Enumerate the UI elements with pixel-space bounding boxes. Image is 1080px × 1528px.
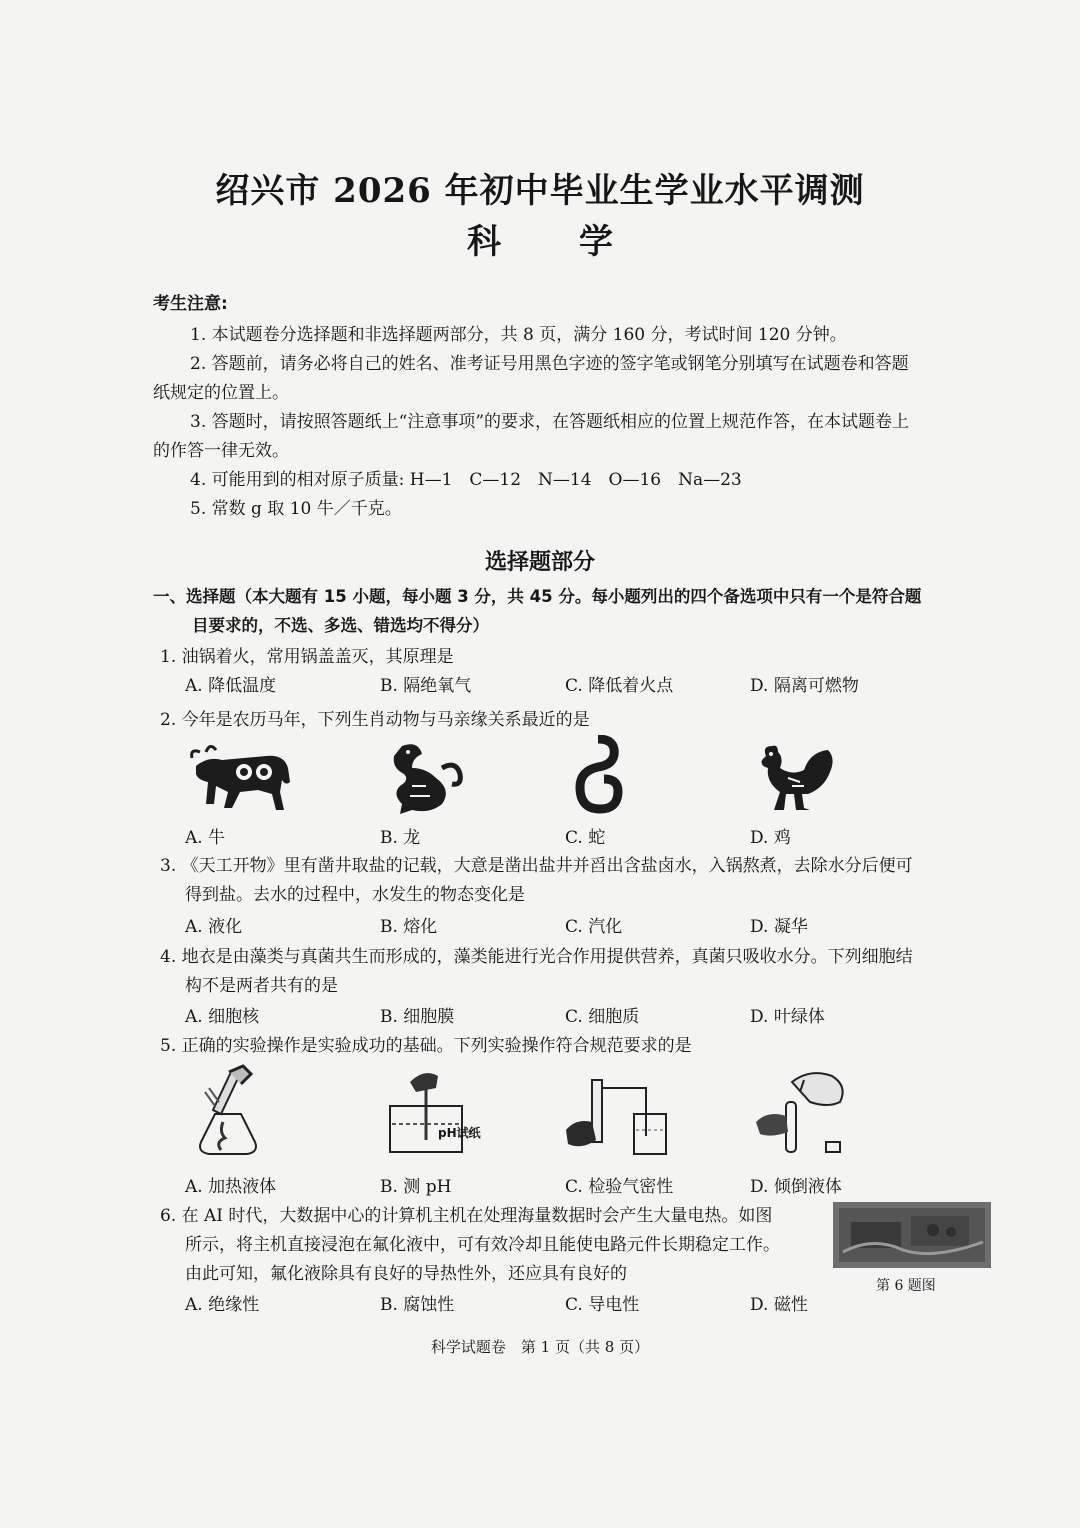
notice-item-cont: 的作答一律无效。	[153, 441, 289, 461]
question-stem-cont: 得到盐。去水的过程中，水发生的物态变化是	[185, 885, 525, 905]
page-footer: 科学试题卷 第 1 页（共 8 页）	[430, 1338, 650, 1356]
question-stem: 1. 油锅着火，常用锅盖盖灭，其原理是	[160, 647, 454, 667]
option-d: D. 磁性	[750, 1295, 808, 1315]
option-c: C. 检验气密性	[565, 1177, 674, 1197]
snake-papercut-image	[572, 735, 624, 815]
immersion-cooling-photo	[833, 1202, 991, 1268]
notice-heading: 考生注意:	[153, 294, 228, 314]
question-stem: 5. 正确的实验操作是实验成功的基础。下列实验操作符合规范要求的是	[160, 1036, 692, 1056]
notice-item: 2. 答题前，请务必将自己的姓名、准考证号用黑色字迹的签字笔或钢笔分别填写在试题卷和答题	[190, 354, 909, 374]
option-b: B. 测 pH	[380, 1177, 452, 1197]
option-c: C. 蛇	[565, 828, 606, 848]
airtightness-test-image	[562, 1070, 677, 1160]
option-a: A. 降低温度	[185, 676, 277, 696]
question-stem-cont: 所示，将主机直接浸泡在氟化液中，可有效冷却且能使电路元件长期稳定工作。	[185, 1235, 780, 1255]
heating-liquid-image	[185, 1062, 270, 1162]
rooster-papercut-image	[752, 742, 837, 814]
question-stem-cont: 由此可知，氟化液除具有良好的导热性外，还应具有良好的	[185, 1264, 627, 1284]
ox-papercut-image	[188, 738, 298, 813]
option-a: A. 加热液体	[185, 1177, 277, 1197]
notice-item-cont: 纸规定的位置上。	[153, 383, 289, 403]
option-b: B. 腐蚀性	[380, 1295, 455, 1315]
option-d: D. 叶绿体	[750, 1007, 825, 1027]
option-b: B. 细胞膜	[380, 1007, 455, 1027]
question-stem: 6. 在 AI 时代，大数据中心的计算机主机在处理海量数据时会产生大量电热。如图	[160, 1206, 773, 1226]
section-intro-cont: 目要求的，不选、多选、错选均不得分）	[192, 616, 489, 635]
pour-liquid-image	[752, 1062, 862, 1162]
notice-item: 1. 本试题卷分选择题和非选择题两部分，共 8 页，满分 160 分，考试时间 120 分钟。	[190, 325, 847, 345]
page-title: 绍兴市 2026 年初中毕业生学业水平调测	[215, 171, 865, 211]
option-d: D. 鸡	[750, 828, 791, 848]
section-title: 选择题部分	[484, 550, 595, 575]
subject-char-1: 科	[467, 222, 501, 262]
question-stem: 4. 地衣是由藻类与真菌共生而形成的，藻类能进行光合作用提供营养，真菌只吸收水分。下列细胞结	[160, 947, 913, 967]
option-a: A. 液化	[185, 917, 243, 937]
option-a: A. 细胞核	[185, 1007, 260, 1027]
notice-item: 5. 常数 g 取 10 牛／千克。	[190, 499, 402, 519]
option-a: A. 牛	[185, 828, 226, 848]
option-c: C. 细胞质	[565, 1007, 640, 1027]
figure-caption: 第 6 题图	[876, 1278, 936, 1294]
ph-test-image	[380, 1062, 490, 1162]
option-c: C. 导电性	[565, 1295, 640, 1315]
question-stem: 2. 今年是农历马年，下列生肖动物与马亲缘关系最近的是	[160, 710, 590, 730]
subject-title	[0, 214, 1080, 263]
option-d: D. 倾倒液体	[750, 1177, 842, 1197]
section-intro: 一、选择题（本大题有 15 小题，每小题 3 分，共 45 分。每小题列出的四个备选项中只有一个是符合题	[153, 587, 922, 606]
question-stem-cont: 构不是两者共有的是	[185, 976, 338, 996]
option-d: D. 凝华	[750, 917, 808, 937]
option-c: C. 降低着火点	[565, 676, 674, 696]
subject-char-2: 学	[579, 222, 613, 262]
option-c: C. 汽化	[565, 917, 623, 937]
option-b: B. 隔绝氧气	[380, 676, 472, 696]
option-b: B. 龙	[380, 828, 421, 848]
dragon-papercut-image	[382, 738, 467, 818]
question-stem: 3. 《天工开物》里有凿井取盐的记载，大意是凿出盐井并舀出含盐卤水，入锅熬煮，去除水分后便可	[160, 856, 913, 876]
option-a: A. 绝缘性	[185, 1295, 260, 1315]
ph-paper-label: pH试纸	[438, 1126, 481, 1140]
option-b: B. 熔化	[380, 917, 438, 937]
option-d: D. 隔离可燃物	[750, 676, 859, 696]
notice-item: 3. 答题时，请按照答题纸上“注意事项”的要求，在答题纸相应的位置上规范作答，在本试题卷上	[190, 412, 910, 432]
notice-item: 4. 可能用到的相对原子质量: H—1 C—12 N—14 O—16 Na—23	[190, 470, 742, 490]
